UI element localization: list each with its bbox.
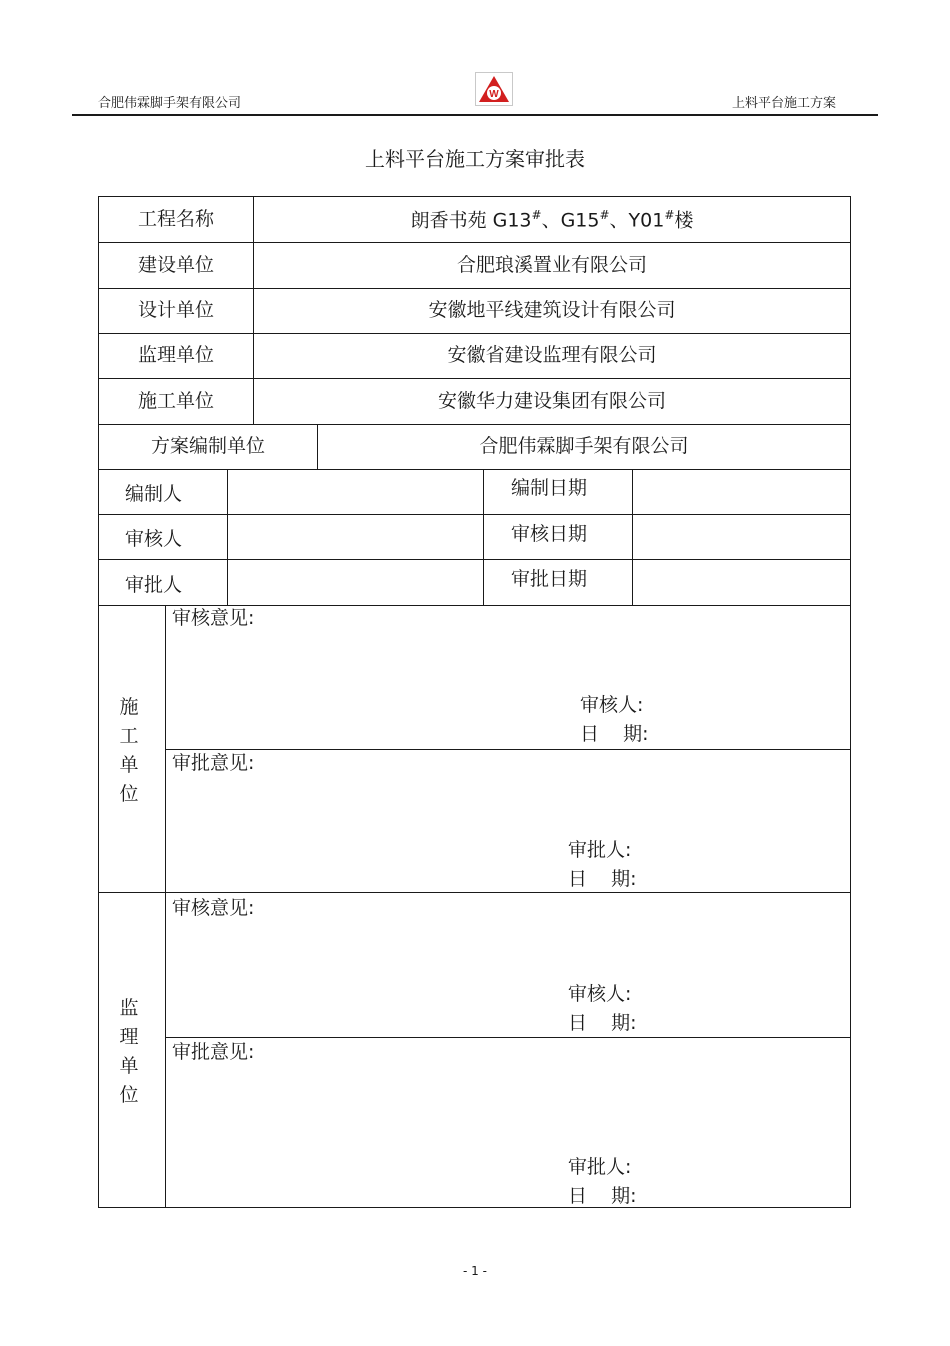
contractor-review-opinion-label: 审核意见: xyxy=(172,607,255,629)
label-compiler: 编制人 xyxy=(125,483,183,505)
contractor-reviewer-label: 审核人: xyxy=(580,694,644,716)
contractor-review-date-label: 日 期: xyxy=(580,723,649,745)
header-company: 合肥伟霖脚手架有限公司 xyxy=(98,96,242,111)
label-owner: 建设单位 xyxy=(137,254,214,276)
label-approve-date: 审批日期 xyxy=(511,568,588,590)
label-designer: 设计单位 xyxy=(137,299,214,321)
label-compile-date: 编制日期 xyxy=(511,477,588,499)
page-number: - 1 - xyxy=(463,1264,487,1278)
supervisor-approve-date-label: 日 期: xyxy=(568,1185,637,1207)
value-supervisor: 安徽省建设监理有限公司 xyxy=(447,344,657,366)
label-reviewer: 审核人 xyxy=(125,528,183,550)
page-title: 上料平台施工方案审批表 xyxy=(365,147,585,171)
value-plan-author-unit: 合肥伟霖脚手架有限公司 xyxy=(479,435,689,457)
header-divider xyxy=(72,114,878,116)
section-supervisor-side-label: 监 理 单 位 xyxy=(119,997,139,1106)
approval-table xyxy=(98,196,851,1208)
contractor-approver-label: 审批人: xyxy=(568,839,632,861)
label-contractor: 施工单位 xyxy=(137,390,214,412)
value-designer: 安徽地平线建筑设计有限公司 xyxy=(428,299,676,321)
value-owner: 合肥琅溪置业有限公司 xyxy=(456,254,647,276)
label-approver: 审批人 xyxy=(125,574,183,596)
supervisor-review-opinion-label: 审核意见: xyxy=(172,897,255,919)
section-contractor-side-label: 施 工 单 位 xyxy=(119,696,139,805)
supervisor-approver-label: 审批人: xyxy=(568,1156,632,1178)
value-contractor: 安徽华力建设集团有限公司 xyxy=(437,390,666,412)
label-plan-author-unit: 方案编制单位 xyxy=(150,435,265,457)
label-review-date: 审核日期 xyxy=(511,523,588,545)
label-supervisor: 监理单位 xyxy=(137,344,214,366)
supervisor-review-date-label: 日 期: xyxy=(568,1012,637,1034)
company-logo-icon xyxy=(475,72,513,106)
value-project-name: 朗香书苑 G13#、G15#、Y01#楼 xyxy=(410,208,694,232)
contractor-approve-opinion-label: 审批意见: xyxy=(172,752,255,774)
supervisor-reviewer-label: 审核人: xyxy=(568,983,632,1005)
supervisor-approve-opinion-label: 审批意见: xyxy=(172,1041,255,1063)
label-project-name: 工程名称 xyxy=(137,208,214,230)
header-doc-title: 上料平台施工方案 xyxy=(731,96,836,111)
contractor-approve-date-label: 日 期: xyxy=(568,868,637,890)
logo-letter: W xyxy=(489,89,499,100)
